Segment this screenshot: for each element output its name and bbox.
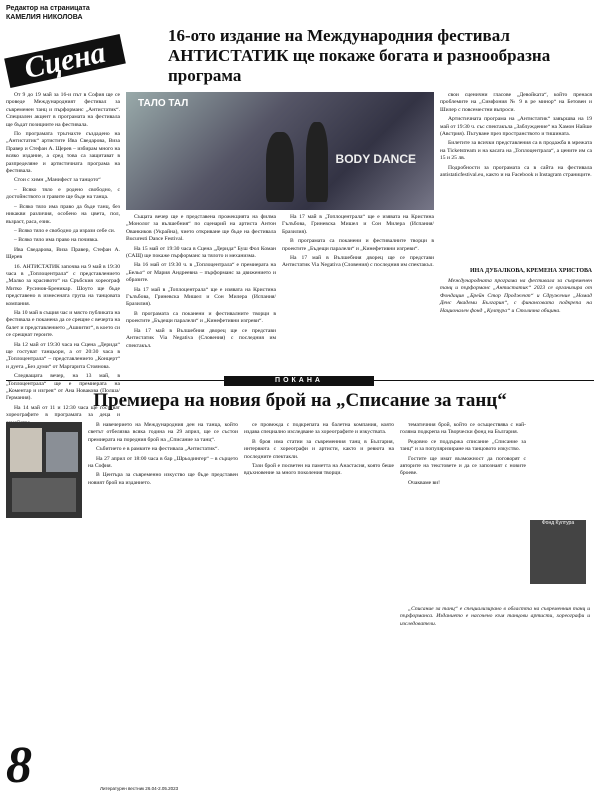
article1-note — [440, 278, 592, 372]
fund-logo — [530, 520, 586, 584]
paragraph: Тази брой е посветен на паметта на Анастасия, която беше вдъхновение за много поколения творци. — [244, 463, 394, 477]
paragraph: Събитието е в рамките на фестивала „Антистатик“. — [96, 446, 219, 453]
article2-note-text: „Списание за танц“ е специализирано в областта на съвременния танц и пърформанса. Изданието е насочено към танцови артисти, хореографи и изследователи. — [400, 606, 590, 627]
photo-caption-1: ТАЛО ТАЛ — [138, 98, 189, 109]
paragraph: На 15 май от 19:30 часа в Сцена „Дерида“ Буш Фол Коман (САЩ) ще покаже пърформанс за тялото и механизма. — [126, 245, 276, 260]
article2-column-2 — [244, 422, 394, 782]
paragraph: На 17 май в „Топлоцентрала“ ще е изявата на Кристина Гълъбова, Гриневска Мишел и Сон Милера (Испания/Бразилия). — [282, 214, 434, 235]
paragraph: На 27 април от 18:00 часа в бар „Шрьодингер“ – в сърцето на София. — [88, 455, 238, 470]
paragraph: На 17 май в Вълшебния дворец ще се представи Антистатик Via Negativa (Словения) с последния им спектакъл. — [282, 255, 434, 269]
paragraph: На 17 май в „Топлоцентрала“ ще е изявата на Кристина Гълъбова, Гриневска Мишел и Сон Милера (Испания/Бразилия). — [126, 286, 276, 308]
paragraph: На 14 май от 11 и 12:30 часа ще гостуват хореографите в програмата за деца и — [6, 404, 120, 419]
editor-title: Редактор на страницата — [6, 5, 90, 12]
article1-column-2 — [126, 214, 276, 372]
magazine-photo — [6, 422, 82, 518]
article1-photo — [126, 92, 434, 210]
article1-column-1 — [6, 92, 120, 419]
photo-element — [12, 478, 76, 512]
paragraph: Очакваме ви! — [408, 479, 441, 486]
paragraph: тематичния брой, който се осъществява с най-голяма подкрепа на Творчески фонд на България. — [400, 422, 526, 436]
article1-column-3 — [282, 214, 434, 372]
paragraph: Гостите ще имат възможност да поговорят с авторите на текстовете и да се запознаят с новите броеве. — [400, 455, 526, 477]
paragraph: В Центъра за съвременно изкуство ще бъде представен новият брой на изданието. — [88, 472, 238, 486]
paragraph: На 17 май в Вълшебния дворец ще се представи Антистатик Via Negativa (Словения) с последния им спектакъл. — [126, 327, 276, 349]
page-number: 8 — [6, 737, 32, 794]
paragraph: Подробности за програмата са в сайта на фестивала antistaticfestival.eu, както и на Facebook и Instagram страниците. — [440, 164, 592, 179]
paragraph: В програмата са поканени и фестивалните творци в проектите „Бъдещи паралели“ и „Кинефетивни изгреви“. — [126, 310, 276, 325]
paragraph: На 16 май от 19:30 ч. в „Топлоцентрала“ е премиерата на „Бельо“ от Мария Андреевна – пърформанс за движението и образите. — [126, 262, 276, 284]
paragraph: По програмата тръгнахте създадено на „Антистатик“ артистите Ива Сведарова, Виза Правер и Стефан А. Щерев – избирам много на всяко издание, а сред това са защитават в разпределяне и артистичната програма на фестивала. — [6, 131, 120, 175]
paragraph: 16. АНТИСТАТИК започва на 9 май в 19:30 часа в „Топлоцентрала“ с представлението „Малко за красивото“ на Сръбския хореограф Митко Русинов-Бреникар. Шоуто ще бъде представено в изнесената група на танцовата компания. — [6, 263, 120, 307]
paragraph: – Всяко тяло има право на почивка. — [14, 237, 99, 244]
paragraph: Следващата вечер, на 13 май, в „Топлоцентрала“ ще е премиерата на „Коментар и изгрев“ от Ана Новакова (Полша/Германия). — [6, 373, 120, 402]
paragraph: Ива Сведарова, Виза Правер, Стефан А. Щерев — [6, 246, 120, 261]
paragraph: Стои с химн „Манифест за танцото“ — [14, 177, 101, 184]
paragraph: – Всяко тяло има право да бъде танц, без никакви различия, особено на цвета, пол, възраст, раса, език. — [6, 203, 120, 225]
paragraph: – Всяко тяло е свободно да изрази себе си. — [14, 227, 116, 234]
paragraph: В програмата са поканени и фестивалните творци в проектите „Бъдещи паралели“ и „Кинефетивни изгреви“. — [282, 238, 434, 252]
photo-element — [10, 428, 42, 472]
paragraph: свои сценични гласове „Девойката“, който пренася проблемите на „Симфония № 9 в ре минор“ на Бетовен и Шилер с повсеместни въпроси. — [440, 92, 592, 113]
fund-logo-text: Фонд Култура — [541, 520, 575, 526]
paragraph: Артистичната програма на „Антистатик“ завършва на 19 май от 19:30 ч. със спектакъла „Заблуждение“ на Хамон Найше (Австрия). Пътуване през пространството и тишината. — [440, 116, 592, 138]
paragraph: От 9 до 19 май за 16-и път в София ще се проведе Международният фестивал за съвременен танц и пърформанс „Антистатик“. Специален акцент в програмата на фестивала ще бъдат позициите на фестивала. — [6, 92, 120, 128]
article1-headline: 16-ото издание на Международния фестивал АНТИСТАТИК ще покаже богата и разнообразна програма — [168, 26, 551, 85]
paragraph: Същата вечер ще е представена прожекцията на филма „Монолог за вълшебния“ по сценарий на артиста Антон Ованкиков (Украйна), чието откриване ще бъде на фестивала Bucuresti Dance Festival. — [126, 214, 276, 243]
article2-note — [400, 606, 590, 776]
dancer-figure — [306, 122, 328, 202]
paragraph: В броя има статии за съвременния танц в България, интервюта с хореографи и артисти, както и ревюта на последните спектакли. — [244, 438, 394, 460]
article1-note-text: Международната програма на фестивала за съвременен танц и пърформанс „Антистатик“ 2023 се организира от Фондация „Брейн Стор Проджект“ и Сдружение „Номад Денс Академи България“, с финансовата подкрепа на Национален фонд „Култура“ и Столична община. — [440, 278, 592, 314]
paragraph: се провежда с подкрепата на балетна компания, която издава специално изследване за хореографите и изкуствата. — [244, 422, 394, 436]
dancer-figure — [266, 132, 294, 202]
photo-element — [46, 432, 78, 472]
paragraph: На 10 май в същия час и място публиката на фестивала е поканена да се срещне с вечерта на балет и представлението „Ашиитиг“, в което си се срещнат героите. — [6, 309, 120, 339]
photo-caption-2: BODY DANCE — [335, 152, 416, 166]
paragraph: Редовно се поддържа списание „Списание за танц“ и за популяризиране на танцовото изкуство. — [400, 438, 526, 453]
article1-column-4 — [440, 92, 592, 264]
paragraph: – Всяко тяло е родено свободно, с достойнството и гравите ще бъде на танца. — [6, 186, 120, 201]
page-editor — [6, 4, 90, 22]
editor-name: КАМЕЛИЯ НИКОЛОВА — [6, 14, 83, 21]
article2-column-1 — [88, 422, 238, 782]
section-label: ПОКАНА — [224, 376, 374, 386]
article2-column-3 — [400, 422, 526, 602]
section-stamp: Сцена — [4, 34, 126, 88]
paragraph: Билетите за всички представления са в продажба в мрежата на Ticketstream и на касата на „Топлоцентрала“, а цените им са 15 и 25 лв. — [440, 140, 592, 162]
paragraph: На 12 май от 19:30 часа на Сцена „Дерида“ ще гостуват танцьори, а от 20:30 часа в „Топлоцентрала“ – представлението „Концерт“ и дуета „Без думи“ от Маргарита Стоянова. — [6, 341, 120, 370]
paragraph: В навечерието на Международния ден на танца, който светът отбелязва всяка година на 29 април, ще се състои премиерата на поредния брой на „Списание за танц“. — [88, 422, 238, 443]
footer-text: Литературен вестник 26.04-2.05.2023 — [100, 786, 179, 791]
article2-headline: Премиера на новия брой на „Списание за танц“ — [93, 390, 507, 411]
article1-byline: ИНА ДУБАЛКОВА, КРЕМЕНА ХРИСТОВА — [469, 268, 592, 274]
